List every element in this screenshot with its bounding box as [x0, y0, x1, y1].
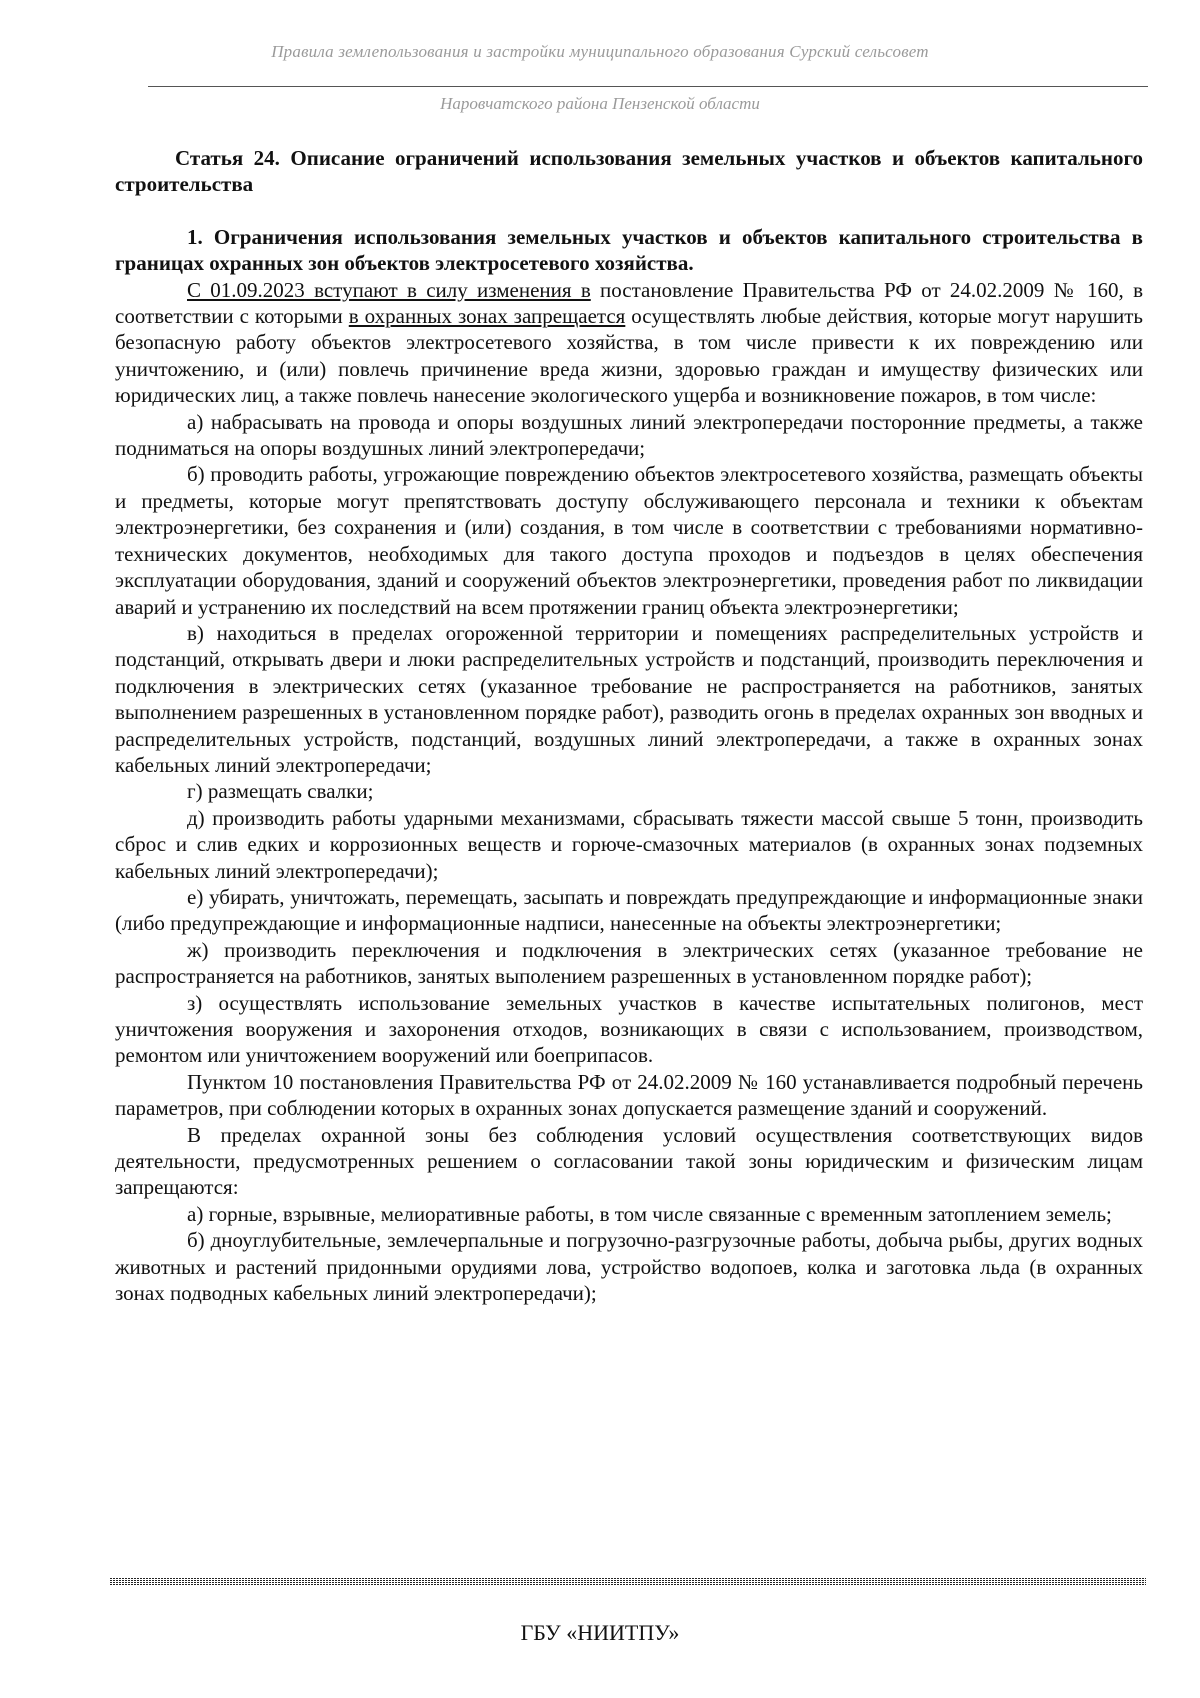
intro-text-1: постановление Правительства РФ от 24.02.2009 № 160, в соответствии с которыми	[115, 277, 1143, 329]
limits-item-b: б) дноуглубительные, землечерпальные и погрузочно-разгрузочные работы, добыча рыбы, других водных животных и растений придонными орудиями лова, устройство водопоев, колка и заготовка льда (в охранных зонах подводных кабельных линий электропередачи);	[115, 1228, 1143, 1306]
header-divider	[148, 86, 1148, 87]
footer-divider	[110, 1577, 1146, 1585]
list-item-v: в) находиться в пределах огороженной территории и помещениях распределительных устройств и подстанций, открывать двери и люки распределительных устройств и подстанций, производить переключения и подключения в электрических сетях (указанное требование не распространяется на работников, занятых выполнением разрешенных в установленном порядке работ), разводить огонь в пределах охранных зон вводных и распределительных устройств, подстанций, воздушных линий электропередачи, а также в охранных зонах кабельных линий электропередачи;	[115, 620, 1143, 777]
section-title: 1. Ограничения использования земельных участков и объектов капитального строительства в границах охранных зон объектов электросетевого хозяйства.	[115, 224, 1143, 276]
intro-underlined-2: в охранных зонах запрещается	[348, 304, 626, 329]
limits-item-a: а) горные, взрывные, мелиоративные работы, в том числе связанные с временным затоплением земель;	[187, 1201, 1112, 1226]
list-item-zh: ж) производить переключения и подключения в электрических сетях (указанное требование не распространяется на работников, занятых выполением разрешенных в установленном порядке работ);	[115, 937, 1143, 989]
running-header-title: Правила землепользования и застройки муниципального образования Сурский сельсовет	[271, 42, 929, 61]
intro-paragraph	[115, 277, 1143, 409]
list-item-z: з) осуществлять использование земельных участков в качестве испытательных полигонов, мест уничтожения вооружения и захоронения отходов, возникающих в связи с использованием, производством, ремонтом или уничтожением вооружений или боеприпасов.	[115, 990, 1143, 1068]
running-header-subtitle: Наровчатского района Пензенской области	[440, 94, 760, 113]
footer-organization: ГБУ «НИИТПУ»	[520, 1620, 680, 1645]
list-item-b: б) проводить работы, угрожающие повреждению объектов электросетевого хозяйства, размещать объекты и предметы, которые могут препятствовать доступу обслуживающего персонала и техники к объектам электроэнергетики, без сохранения и (или) создания, в том числе в соответствии с требованиями нормативно-технических документов, необходимых для такого доступа проходов и подъездов в целях обеспечения эксплуатации оборудования, зданий и сооружений объектов электроэнергетики, проведения работ по ликвидации аварий и устранению их последствий на всем протяжении границ объекта электроэнергетики;	[115, 462, 1143, 619]
intro-underlined-1: С 01.09.2023 вступают в силу изменения в	[187, 277, 591, 302]
article-title: Статья 24. Описание ограничений использования земельных участков и объектов капитального строительства	[115, 146, 1143, 197]
document-body	[115, 145, 1143, 1306]
list-item-a: а) набрасывать на провода и опоры воздушных линий электропередачи посторонние предметы, а также подниматься на опоры воздушных линий электропередачи;	[115, 409, 1143, 461]
punkt10-paragraph: Пунктом 10 постановления Правительства РФ от 24.02.2009 № 160 устанавливается подробный перечень параметров, при соблюдении которых в охранных зонах допускается размещение зданий и сооружений.	[115, 1069, 1143, 1121]
limits-paragraph: В пределах охранной зоны без соблюдения условий осуществления соответствующих видов деятельности, предусмотренных решением о согласовании такой зоны юридическим и физическим лицам запрещаются:	[115, 1122, 1143, 1200]
list-item-e: е) убирать, уничтожать, перемещать, засыпать и повреждать предупреждающие и информационные знаки (либо предупреждающие и информационные надписи, нанесенные на объекты электроэнергетики;	[115, 884, 1143, 936]
list-item-g: г) размещать свалки;	[187, 779, 374, 804]
list-item-d: д) производить работы ударными механизмами, сбрасывать тяжести массой свыше 5 тонн, производить сброс и слив едких и коррозионных веществ и горюче-смазочных материалов (в охранных зонах подземных кабельных линий электропередачи);	[115, 805, 1143, 883]
intro-text-2: осуществлять любые действия, которые могут нарушить безопасную работу объектов электросетевого хозяйства, в том числе привести к их повреждению или уничтожению, и (или) повлечь причинение вреда жизни, здоровью граждан и имуществу физических или юридических лиц, а также повлечь нанесение экологического ущерба и возникновение пожаров, в том числе:	[115, 304, 1143, 408]
